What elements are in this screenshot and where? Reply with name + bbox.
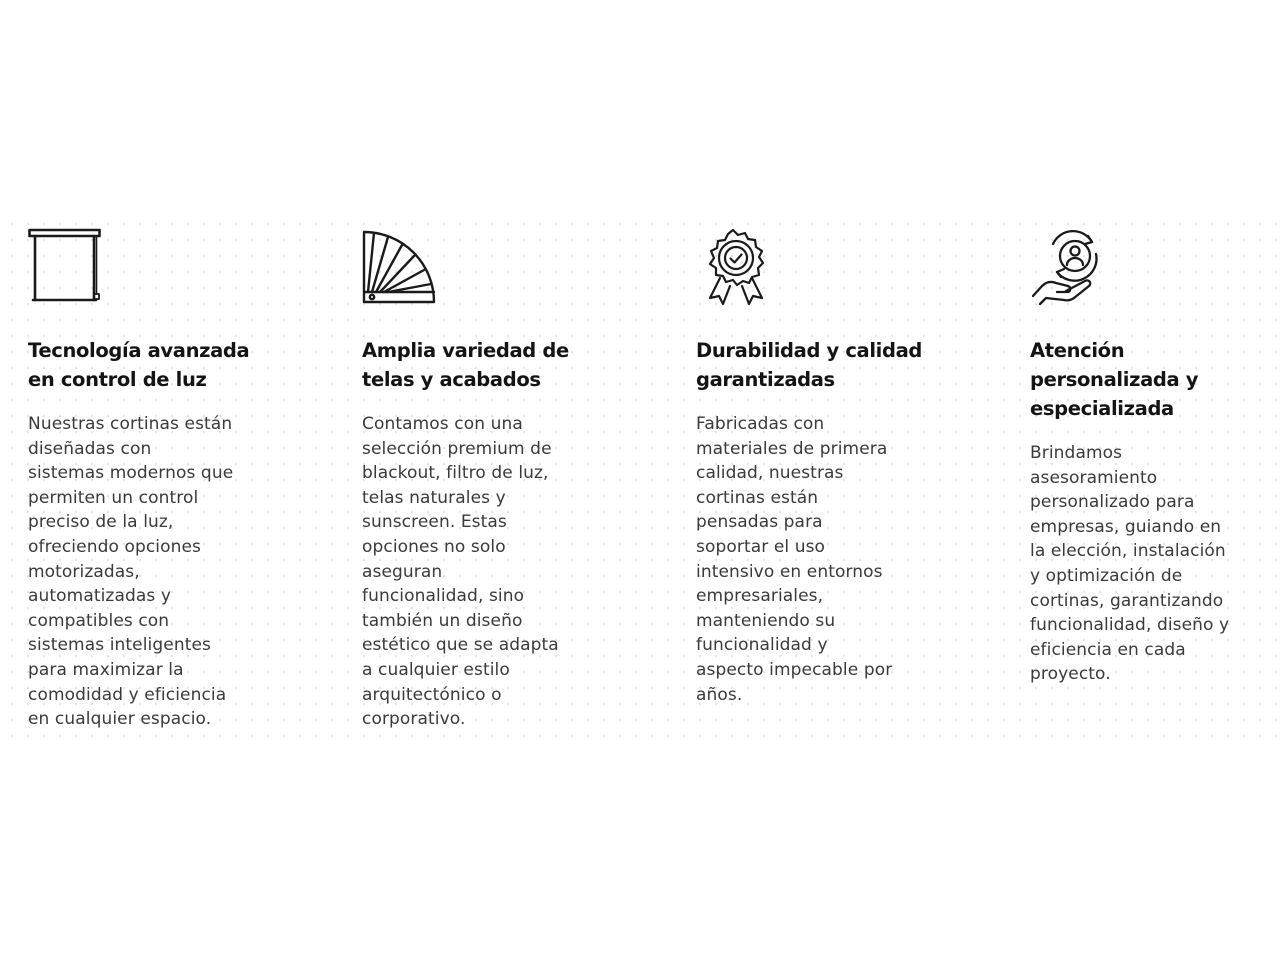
feature-title: Atención personalizada y especializada: [1030, 339, 1199, 420]
feature-description: Fabricadas con materiales de primera calidad, nuestras cortinas están pensadas para soportar el uso intensivo en entornos empresariales, manteniendo su funcionalidad y aspecto impecable por años.: [696, 414, 893, 705]
feature-card-light-control: [28, 228, 298, 732]
feature-description: Brindamos asesoramiento personalizado para empresas, guiando en la elección, instalación y optimización de cortinas, garantizando funcionalidad, diseño y eficiencia en cada proyecto.: [1030, 443, 1230, 685]
feature-card-personalized-attention: [1030, 228, 1280, 687]
quality-badge-icon: [696, 228, 774, 306]
feature-description: Contamos con una selección premium de blackout, filtro de luz, telas naturales y sunscreen. Estas opciones no solo aseguran funcionalidad, sino también un diseño estético que se adapta a cualquier estilo arquitectónico o corporativo.: [362, 414, 559, 730]
customer-care-hand-icon: [1030, 228, 1108, 306]
feature-title: Tecnología avanzada en control de luz: [28, 339, 250, 391]
feature-description: Nuestras cortinas están diseñadas con sistemas modernos que permiten un control preciso de la luz, ofreciendo opciones motorizadas, automatizadas y compatibles con sistemas inteligentes para maximizar la comodidad y eficiencia en cualquier espacio.: [28, 414, 234, 730]
feature-title: Durabilidad y calidad garantizadas: [696, 339, 923, 391]
fabric-swatch-fan-icon: [362, 228, 440, 306]
roller-blind-icon: [28, 228, 106, 306]
feature-card-fabrics: [362, 228, 632, 732]
feature-title: Amplia variedad de telas y acabados: [362, 339, 569, 391]
feature-card-durability: [696, 228, 966, 707]
